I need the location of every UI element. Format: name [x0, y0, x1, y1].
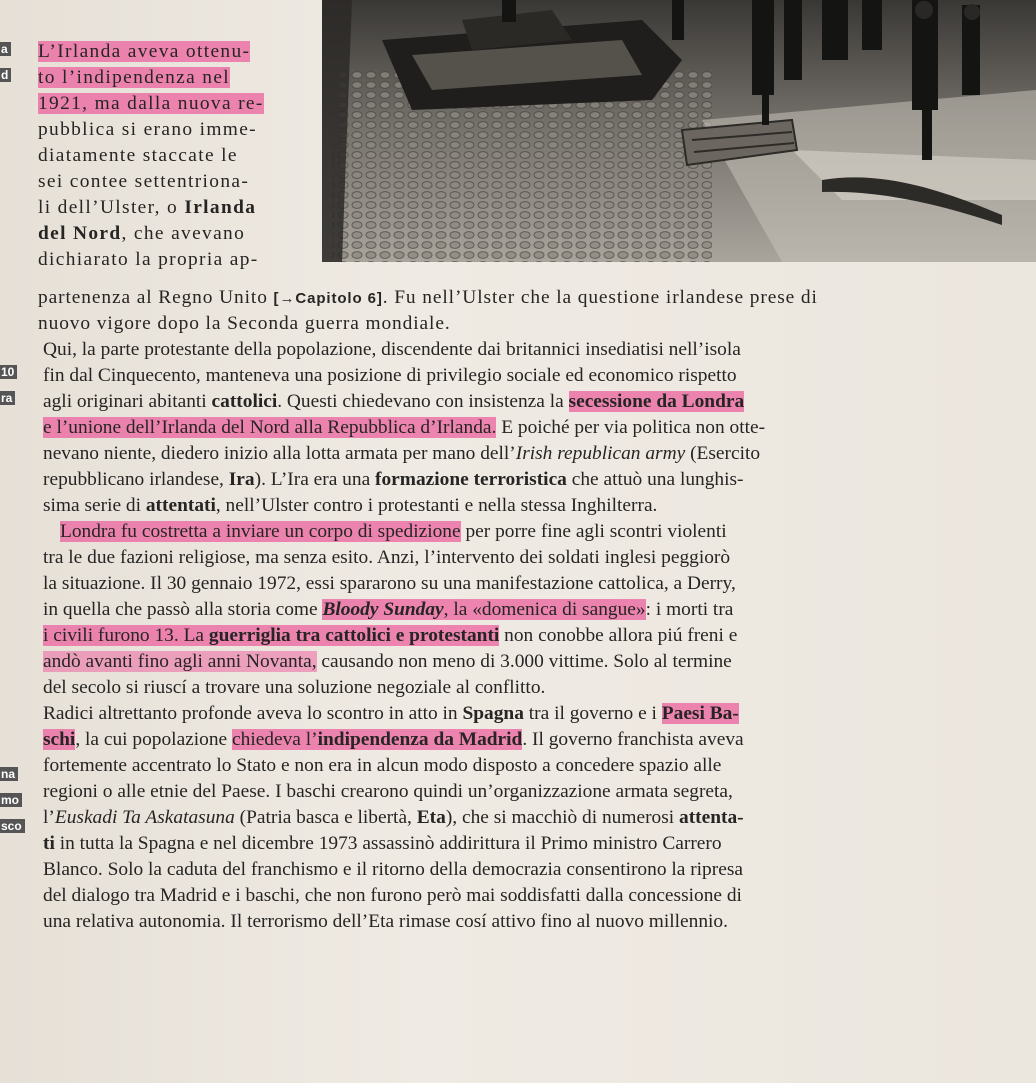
text-run-bold: formazione terroristica — [375, 469, 567, 490]
text-run: partenenza al Regno Unito — [38, 287, 268, 308]
text-run: Qui, la parte protestante della popolazione, discendente dai britannici insediatisi nell’isola — [43, 339, 741, 360]
text-run-italic: Euskadi Ta Askatasuna — [54, 807, 235, 828]
margin-tag: ra — [0, 391, 15, 405]
text-run: sima serie di — [43, 495, 146, 516]
text-run: chiedeva l’ — [232, 729, 318, 750]
text-run-bold: ti — [43, 833, 55, 854]
text-run: : i morti tra — [645, 599, 734, 620]
text-run-bold: cattolici — [211, 391, 278, 412]
text-run-bold: schi — [43, 729, 76, 750]
text-line — [38, 41, 250, 63]
text-run: to l’indipendenza nel — [38, 67, 231, 88]
text-run: la situazione. Il 30 gennaio 1972, essi spararono su una manifestazione cattolica, a Derry, — [43, 573, 736, 594]
text-line — [38, 171, 249, 193]
text-run: Radici altrettanto profonde aveva lo scontro in atto in — [43, 703, 463, 724]
text-run: (Patria basca e libertà, — [234, 807, 417, 828]
text-run-bold: Irlanda — [184, 197, 257, 218]
text-run: una relativa autonomia. Il terrorismo dell’Eta rimase cosí attivo fino al nuovo millennio. — [43, 911, 728, 932]
text-run: l’ — [43, 807, 55, 828]
text-run: sei contee settentriona- — [38, 171, 250, 192]
text-run-bold: Ira — [228, 469, 255, 490]
text-run: . Il governo franchista aveva — [522, 729, 744, 750]
text-run: fortemente accentrato lo Stato e non era in alcun modo disposto a concedere spazio alle — [43, 755, 722, 776]
text-run-bold: Paesi Ba- — [661, 703, 739, 724]
photo-illustration — [322, 0, 1036, 262]
text-run: tra il governo e i — [523, 703, 662, 724]
text-run: , la cui popolazione — [75, 729, 233, 750]
text-run: non conobbe allora piú freni e — [499, 625, 738, 646]
text-line — [43, 547, 730, 569]
text-run: tra le due fazioni religiose, ma senza esito. Anzi, l’intervento dei soldati inglesi peggiorò — [43, 547, 731, 568]
text-line — [43, 703, 739, 725]
text-run: nevano niente, diedero inizio alla lotta armata per mano dell’ — [43, 443, 516, 464]
text-run-bold-italic: Bloody Sunday — [322, 599, 444, 620]
text-run: repubblicano irlandese, — [43, 469, 229, 490]
margin-tag: na — [0, 767, 18, 781]
text-line — [43, 573, 736, 595]
text-run: ). L’Ira era una — [254, 469, 376, 490]
text-run: fin dal Cinquecento, manteneva una posizione di privilegio sociale ed economico rispetto — [43, 365, 737, 386]
text-run: , che avevano — [121, 223, 246, 244]
text-run: . Questi chiedevano con insistenza la — [277, 391, 569, 412]
margin-tag: d — [0, 68, 11, 82]
text-line — [38, 93, 264, 115]
text-line — [43, 417, 765, 439]
text-run: li dell’Ulster, o — [38, 197, 179, 218]
text-run: (Esercito — [685, 443, 761, 464]
text-line — [38, 119, 257, 141]
text-run: regioni o alle etnie del Paese. I baschi crearono quindi un’organizzazione armata segreta, — [43, 781, 733, 802]
text-run: nuovo vigore dopo la Seconda guerra mondiale. — [38, 313, 451, 334]
text-line — [60, 521, 727, 543]
text-run: dichiarato la propria ap- — [38, 249, 259, 270]
text-run-bold: attenta- — [679, 807, 744, 828]
text-line — [43, 807, 744, 829]
text-run: in tutta la Spagna e nel dicembre 1973 assassinò addirittura il Primo ministro Carrero — [54, 833, 722, 854]
text-run: Londra fu costretta a inviare un corpo di spedizione — [60, 521, 461, 542]
text-run: L’Irlanda aveva ottenu- — [38, 41, 251, 62]
text-line — [43, 443, 760, 465]
text-run: per porre fine agli scontri violenti — [460, 521, 727, 542]
text-run: pubblica si erano imme- — [38, 119, 257, 140]
text-run-bold: guerriglia tra cattolici e protestanti — [208, 625, 500, 646]
text-line — [43, 625, 737, 647]
text-line — [38, 197, 256, 219]
text-line — [43, 365, 737, 387]
text-run: del secolo si riuscí a trovare una soluzione negoziale al conflitto. — [43, 677, 546, 698]
text-run-bold: secessione da Londra — [568, 391, 745, 412]
text-run: causando non meno di 3.000 vittime. Solo al termine — [316, 651, 732, 672]
text-run: . Fu nell’Ulster che la questione irlandese prese di — [382, 287, 818, 308]
text-line — [38, 313, 451, 335]
text-run: in quella che passò alla storia come — [43, 599, 323, 620]
text-run: , la «domenica di sangue» — [443, 599, 646, 620]
text-line — [43, 469, 744, 491]
text-line — [43, 729, 744, 751]
text-run: 1921, ma dalla nuova re- — [38, 93, 264, 114]
text-run-bold: Eta — [416, 807, 446, 828]
text-line — [43, 781, 733, 803]
text-run: diatamente staccate le — [38, 145, 238, 166]
text-run: andò avanti fino agli anni Novanta, — [43, 651, 317, 672]
text-run: i civili furono 13. — [43, 625, 184, 646]
text-line — [43, 911, 728, 933]
text-run: Blanco. Solo la caduta del franchismo e il ritorno della democrazia consentirono la ripresa — [43, 859, 743, 880]
margin-tag: 10 — [0, 365, 17, 379]
text-run: che attuò una lunghis- — [566, 469, 744, 490]
text-run-bold: attentati — [145, 495, 216, 516]
margin-tag: sco — [0, 819, 25, 833]
text-run: La — [183, 625, 209, 646]
text-line — [38, 223, 245, 245]
text-run: e l’unione dell’Irlanda del Nord alla Repubblica d’Irlanda. — [43, 417, 497, 438]
text-line — [38, 287, 818, 310]
text-line — [43, 651, 732, 673]
text-line — [43, 677, 545, 699]
text-line — [43, 755, 721, 777]
text-run: , nell’Ulster contro i protestanti e nella stessa Inghilterra. — [215, 495, 658, 516]
text-line — [43, 391, 744, 413]
text-line — [38, 145, 238, 167]
text-run-bold: Spagna — [462, 703, 524, 724]
margin-tag: a — [0, 42, 11, 56]
text-line — [43, 859, 743, 881]
text-line — [43, 833, 722, 855]
text-line — [43, 339, 741, 361]
text-line — [38, 67, 230, 89]
text-line — [38, 249, 259, 271]
text-run: ), che si macchiò di numerosi — [445, 807, 680, 828]
street-riot-photo — [322, 0, 1036, 262]
text-run: E poiché per via politica non otte- — [496, 417, 766, 438]
text-line — [43, 495, 657, 517]
text-run-bold: del Nord — [38, 223, 122, 244]
text-line — [43, 599, 733, 621]
chapter-reference-link[interactable]: [→Capitolo 6] — [273, 290, 383, 307]
text-run-italic: Irish republican army — [515, 443, 686, 464]
text-run-bold: indipendenza da Madrid — [317, 729, 523, 750]
text-run: agli originari abitanti — [43, 391, 212, 412]
text-run: del dialogo tra Madrid e i baschi, che non furono però mai soddisfatti dalla concessione di — [43, 885, 742, 906]
text-line — [43, 885, 742, 907]
margin-tag: mo — [0, 793, 22, 807]
